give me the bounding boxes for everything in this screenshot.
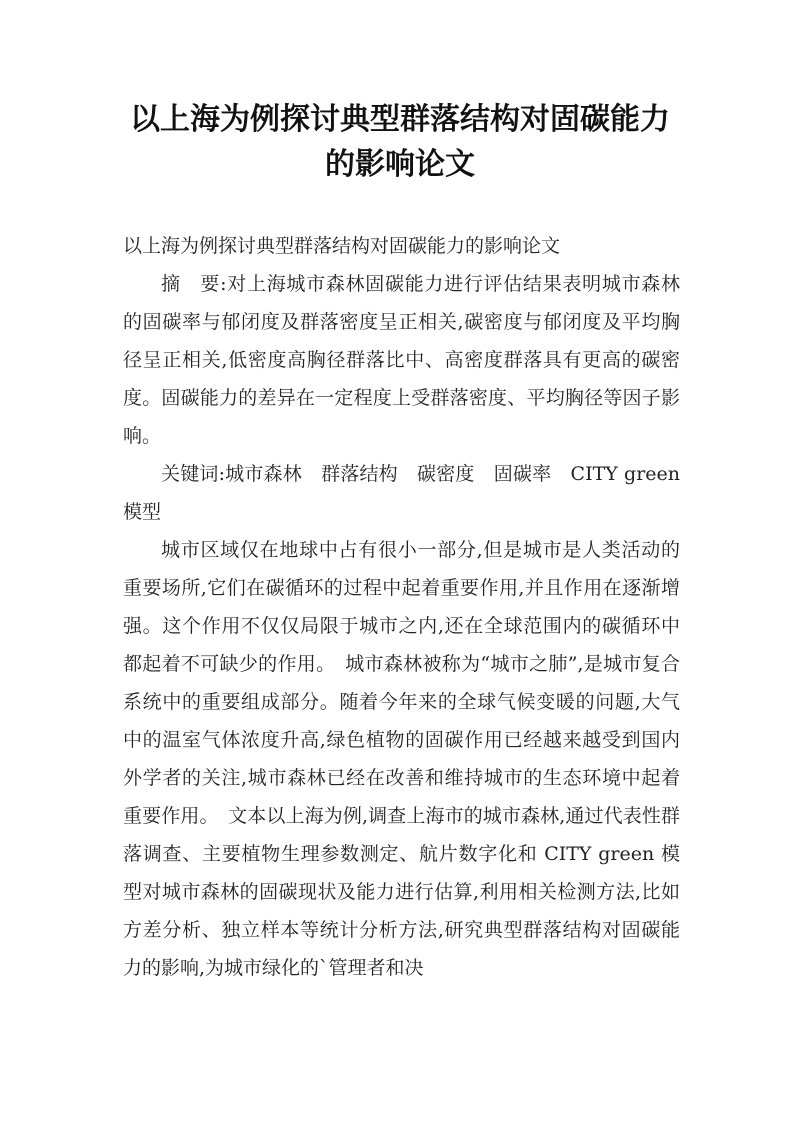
- document-title-line-2: 的影响论文: [325, 147, 475, 182]
- document-title-line-1: 以上海为例探讨典型群落结构对固碳能力: [130, 102, 670, 137]
- body-paragraph: 城市区域仅在地球中占有很小一部分,但是城市是人类活动的重要场所,它们在碳循环的过程中起着重要作用,并且作用在逐渐增强。这个作用不仅仅局限于城市之内,还在全球范围内的碳循环中都起着不可缺少的作用。 城市森林被称为“城市之肺”,是城市复合系统中的重要组成部分。随着今年来的全球气候变暖的问题,大气中的温室气体浓度升高,绿色植物的固碳作用已经越来越受到国内外学者的关注,城市森林已经在改善和维持城市的生态环境中起着重要作用。 文本以上海为例,调查上海市的城市森林,通过代表性群落调查、主要植物生理参数测定、航片数字化和 CITY green 模型对城市森林的固碳现状及能力进行估算,利用相关检测方法,比如方差分析、独立样本等统计分析方法,研究典型群落结构对固碳能力的影响,为城市绿化的`管理者和决: [123, 539, 680, 979]
- abstract-paragraph: 摘 要:对上海城市森林固碳能力进行评估结果表明城市森林的固碳率与郁闭度及群落密度呈正相关,碳密度与郁闭度及平均胸径呈正相关,低密度高胸径群落比中、高密度群落具有更高的碳密度。固碳能力的差异在一定程度上受群落密度、平均胸径等因子影响。: [123, 273, 680, 447]
- document-body: [123, 227, 680, 987]
- keywords-paragraph: 关键词:城市森林 群落结构 碳密度 固碳率 CITY green 模型: [123, 463, 680, 523]
- document-subtitle: 以上海为例探讨典型群落结构对固碳能力的影响论文: [123, 235, 561, 257]
